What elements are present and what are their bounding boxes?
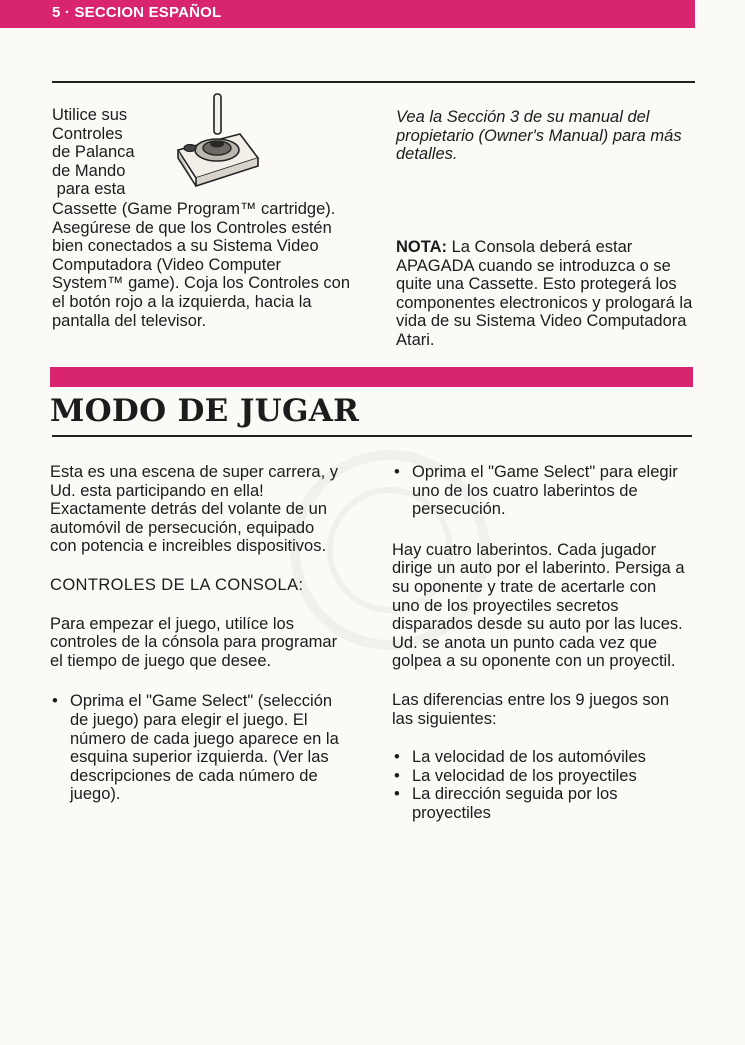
- manual-note-block: [396, 108, 696, 164]
- top-divider: [52, 81, 695, 83]
- list-item-text: Oprima el "Game Select" para elegir uno de los cuatro laberintos de persecución.: [412, 463, 678, 519]
- nota-block: [396, 238, 694, 350]
- differences-list: [392, 748, 688, 822]
- joystick-line: de Palanca: [52, 143, 135, 162]
- bullet-icon: •: [394, 785, 400, 804]
- section-divider: [52, 435, 692, 437]
- list-item: [50, 692, 340, 804]
- section-label: 5 · SECCION ESPAÑOL: [52, 4, 222, 21]
- intro-paragraph: Esta es una escena de super carrera, y Ud. esta participando en ella! Exactamente detrás del volante de un automóvil de persecución, equipado con potencia e increibles dispositivos.: [50, 463, 338, 556]
- section-band: [50, 367, 693, 387]
- nota-text: La Consola deberá estar APAGADA cuando se introduzca o se quite una Cassette. Esto protegerá los componentes electronicos y prologará la vida de su Sistema Video Computadora Atari.: [396, 238, 693, 349]
- joystick-line: de Mando: [52, 161, 126, 180]
- mazes-paragraph: Hay cuatro laberintos. Cada jugador dirige un auto por el laberinto. Persiga a su oponente y trate de acertarle con uno de los proyectiles secretos disparados desde su auto por las luces. Ud. se anota un punto cada vez que golpea a su oponente con un proyectil.: [392, 540, 685, 671]
- manual-note: Vea la Sección 3 de su manual del propietario (Owner's Manual) para más detalles.: [396, 108, 682, 164]
- joystick-paragraph: Cassette (Game Program™ cartridge). Asegúrese de que los Controles estén bien conectados a su Sistema Video Computadora (Video Computer System™ game). Coja los Controles con el botón rojo a la izquierda, hacia la pantalla del televisor.: [52, 200, 351, 330]
- bullet-icon: •: [394, 463, 400, 481]
- joystick-lines: [52, 106, 135, 199]
- header-band: [0, 0, 695, 28]
- joystick-paragraph-block: [52, 200, 354, 330]
- list-item-text: Oprima el "Game Select" (selección de juego) para elegir el juego. El número de cada juego aparece en la esquina superior izquierda. (Ver las descripciones de cada número de juego).: [70, 692, 339, 804]
- joystick-line: Controles: [52, 124, 123, 143]
- right-column: [392, 463, 688, 823]
- list-item-text: La velocidad de los proyectiles: [412, 766, 637, 785]
- joystick-icon: [170, 92, 262, 190]
- list-item-text: La dirección seguida por los proyectiles: [412, 785, 618, 822]
- nota-label: NOTA:: [396, 238, 448, 256]
- right-bullet-list-top: [392, 463, 688, 519]
- list-item: [392, 748, 688, 767]
- differences-paragraph: Las diferencias entre los 9 juegos son las siguientes:: [392, 690, 670, 728]
- left-bullet-list: [50, 692, 340, 804]
- list-item-text: La velocidad de los automóviles: [412, 748, 646, 767]
- console-paragraph: Para empezar el juego, utilíce los controles de la cónsola para programar el tiempo de juego que desee.: [50, 614, 338, 670]
- section-title: MODO DE JUGAR: [50, 393, 360, 429]
- left-column: [50, 463, 340, 804]
- console-heading: CONTROLES DE LA CONSOLA:: [50, 575, 304, 594]
- list-item: [392, 785, 688, 822]
- bullet-icon: •: [394, 748, 400, 767]
- joystick-line: para esta: [52, 180, 126, 199]
- joystick-line: Utilice sus: [52, 106, 128, 124]
- list-item: [392, 767, 688, 786]
- bullet-icon: •: [52, 692, 58, 711]
- list-item: [392, 463, 688, 519]
- bullet-icon: •: [394, 766, 400, 785]
